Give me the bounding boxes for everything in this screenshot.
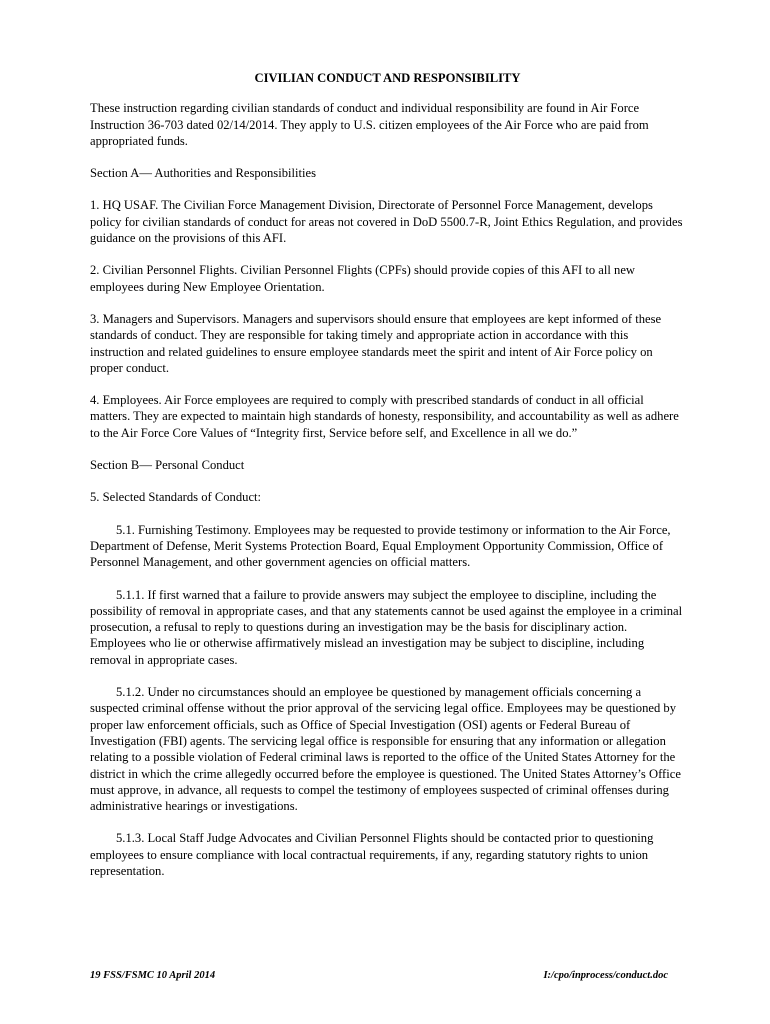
paragraph-5-selected-standards: 5. Selected Standards of Conduct: (90, 490, 262, 505)
section-b-heading: Section B— Personal Conduct (90, 458, 245, 473)
paragraph-5-1-furnishing-testimony: 5.1. Furnishing Testimony. Employees may be requested to provide testimony or information to the Air Force, Department of Defense, Merit Systems Protection Board, Equal Employment Opportunity Commission, Office of Personnel Management, and other government agencies on official matters. (90, 522, 671, 570)
footer-right-text: I:/cpo/inprocess/conduct.doc (543, 970, 668, 981)
section-a-heading: Section A— Authorities and Responsibilities (90, 166, 316, 181)
paragraph-2-civilian-personnel-flights: 2. Civilian Personnel Flights. Civilian Personnel Flights (CPFs) should provide copies of this AFI to all new employees during New Employee Orientation. (90, 263, 636, 294)
paragraph-1-hq-usaf: 1. HQ USAF. The Civilian Force Management Division, Directorate of Personnel Force Management, develops policy for civilian standards of conduct for areas not covered in DoD 5500.7-R, Joint Ethics Regulation, and provides guidance on the provisions of this AFI. (90, 198, 683, 246)
paragraph-5-1-2: 5.1.2. Under no circumstances should an employee be questioned by management officials concerning a suspected criminal offense without the prior approval of the servicing legal office. Employees may be questioned by proper law enforcement officials, such as Office of Special Investigation (OSI) agents or Federal Bureau of Investigation (FBI) agents. The servicing legal office is responsible for ensuring that any information or allegation relating to a possible violation of Federal criminal laws is reported to the office of the United States Attorney for the district in which the crime allegedly occurred before the employee is questioned. The United States Attorney’s Office must approve, in advance, all requests to compel the testimony of employees suspected of criminal offenses during administrative hearings or investigations. (90, 685, 681, 814)
document-page (90, 70, 685, 895)
footer-left-text: 19 FSS/FSMC 10 April 2014 (90, 970, 216, 981)
intro-paragraph: These instruction regarding civilian standards of conduct and individual responsibility are found in Air Force Instruction 36-703 dated 02/14/2014. They apply to U.S. citizen employees of the Air Force who are paid from appropriated funds. (90, 101, 649, 148)
document-title: CIVILIAN CONDUCT AND RESPONSIBILITY (254, 71, 521, 85)
paragraph-3-managers-supervisors: 3. Managers and Supervisors. Managers and supervisors should ensure that employees are kept informed of these standards of conduct. They are responsible for taking timely and appropriate action in accordance with this instruction and related guidelines to ensure employee standards meet the spirit and intent of Air Force policy on proper conduct. (90, 311, 662, 375)
paragraph-5-1-1: 5.1.1. If first warned that a failure to provide answers may subject the employee to discipline, including the possibility of removal in appropriate cases, and that any statements cannot be used against the employee in a criminal prosecution, a refusal to reply to questions during an investigation may be the basis for disciplinary action. Employees who lie or otherwise affirmatively mislead an investigation may be subject to discipline, including removal in appropriate cases. (90, 587, 683, 667)
paragraph-5-1-3: 5.1.3. Local Staff Judge Advocates and Civilian Personnel Flights should be contacted prior to questioning employees to ensure compliance with local contractual requirements, if any, regarding statutory rights to union representation. (90, 831, 654, 878)
paragraph-4-employees: 4. Employees. Air Force employees are required to comply with prescribed standards of conduct in all official matters. They are expected to maintain high standards of honesty, responsibility, and accountability as well as adhere to the Air Force Core Values of “Integrity first, Service before self, and Excellence in all we do.” (90, 393, 679, 440)
